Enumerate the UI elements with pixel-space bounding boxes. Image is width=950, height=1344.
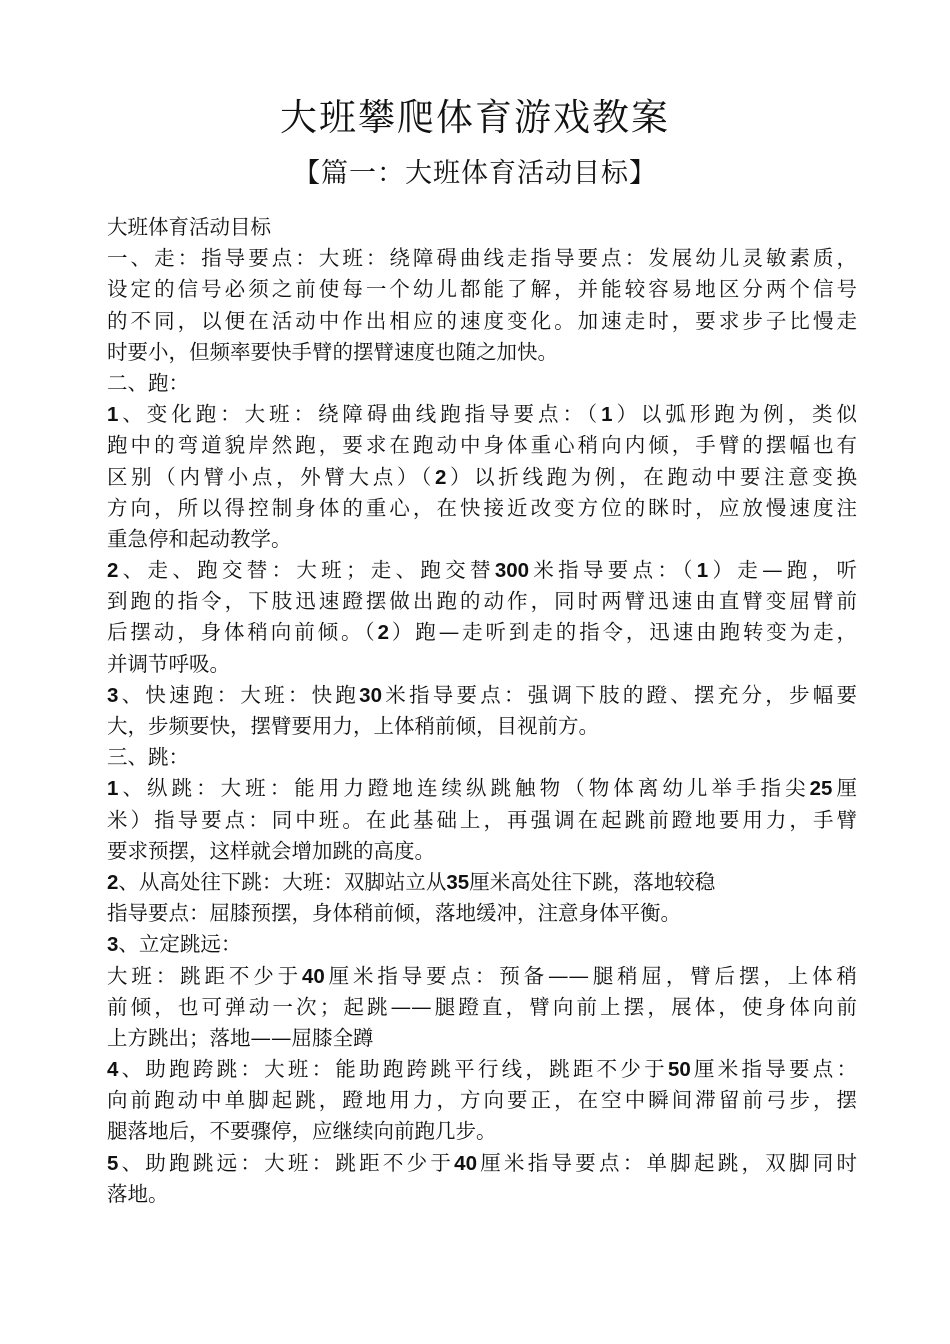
text-line: 2、从高处往下跳：大班：双脚站立从35厘米高处往下跳，落地较稳 bbox=[107, 869, 716, 894]
text-line: 落地。 bbox=[107, 1181, 169, 1206]
text-line: 到跑的指令，下肢迅速蹬摆做出跑的动作，同时两臂迅速由直臂变屈臂前 bbox=[107, 589, 857, 614]
text-line: 要求预摆，这样就会增加跳的高度。 bbox=[107, 838, 435, 863]
text-line: 设定的信号必须之前使每一个幼儿都能了解，并能较容易地区分两个信号 bbox=[107, 277, 857, 302]
text-line: 大班：跳距不少于40厘米指导要点：预备——腿稍屈，臂后摆，上体稍 bbox=[107, 963, 858, 988]
text-line: 后摆动，身体稍向前倾。（2）跑—走听到走的指令，迅速由跑转变为走， bbox=[107, 620, 858, 645]
text-line: 腿落地后，不要骤停，应继续向前跑几步。 bbox=[107, 1119, 497, 1144]
text-line: 并调节呼吸。 bbox=[107, 651, 230, 676]
text-line: 1、变化跑：大班：绕障碍曲线跑指导要点：（1）以弧形跑为例，类似 bbox=[107, 402, 858, 427]
text-line: 大，步频要快，摆臂要用力，上体稍前倾，目视前方。 bbox=[107, 714, 599, 738]
text-line: 2、走、跑交替：大班；走、跑交替300米指导要点：（1）走—跑，听 bbox=[107, 558, 858, 583]
section-heading: 【篇一：大班体育活动目标】 bbox=[293, 158, 657, 189]
text-line: 重急停和起动教学。 bbox=[107, 526, 292, 551]
text-line: 4、助跑跨跳：大班：能助跑跨跳平行线，跳距不少于50厘米指导要点： bbox=[107, 1057, 858, 1082]
text-line: 向前跑动中单脚起跳，蹬地用力，方向要正，在空中瞬间滞留前弓步，摆 bbox=[107, 1088, 857, 1113]
document-body bbox=[107, 212, 857, 1210]
text-line: 3、快速跑：大班：快跑30米指导要点：强调下肢的蹬、摆充分，步幅要 bbox=[107, 682, 858, 707]
text-line: 三、跳： bbox=[107, 745, 189, 770]
text-line: 大班体育活动目标 bbox=[107, 215, 271, 239]
text-line: 米）指导要点：同中班。在此基础上，再强调在起跳前蹬地要用力，手臂 bbox=[107, 807, 857, 832]
text-line: 前倾，也可弹动一次；起跳——腿蹬直，臂向前上摆，展体，使身体向前 bbox=[107, 994, 857, 1019]
text-line: 的不同，以便在活动中作出相应的速度变化。加速走时，要求步子比慢走 bbox=[107, 308, 857, 333]
text-line: 跑中的弯道貌岸然跑，要求在跑动中身体重心稍向内倾，手臂的摆幅也有 bbox=[107, 433, 857, 458]
text-line: 上方跳出；落地——屈膝全蹲 bbox=[107, 1025, 374, 1050]
document-title: 大班攀爬体育游戏教案 bbox=[280, 96, 670, 139]
text-line: 指导要点：屈膝预摆，身体稍前倾，落地缓冲，注意身体平衡。 bbox=[107, 901, 681, 926]
text-line: 方向，所以得控制身体的重心，在快接近改变方位的眯时，应放慢速度注 bbox=[107, 495, 857, 520]
text-line: 1、纵跳：大班：能用力蹬地连续纵跳触物（物体离幼儿举手指尖25厘 bbox=[107, 776, 858, 801]
text-line: 区别（内臂小点，外臂大点）（2）以折线跑为例，在跑动中要注意变换 bbox=[107, 464, 857, 489]
text-line: 一、走：指导要点：大班：绕障碍曲线走指导要点：发展幼儿灵敏素质， bbox=[107, 246, 857, 271]
text-line: 时要小，但频率要快手臂的摆臂速度也随之加快。 bbox=[107, 339, 558, 364]
text-line: 5、助跑跳远：大班：跳距不少于40厘米指导要点：单脚起跳，双脚同时 bbox=[107, 1150, 857, 1175]
text-line: 二、跑： bbox=[107, 370, 189, 395]
text-line: 3、立定跳远： bbox=[107, 932, 242, 957]
